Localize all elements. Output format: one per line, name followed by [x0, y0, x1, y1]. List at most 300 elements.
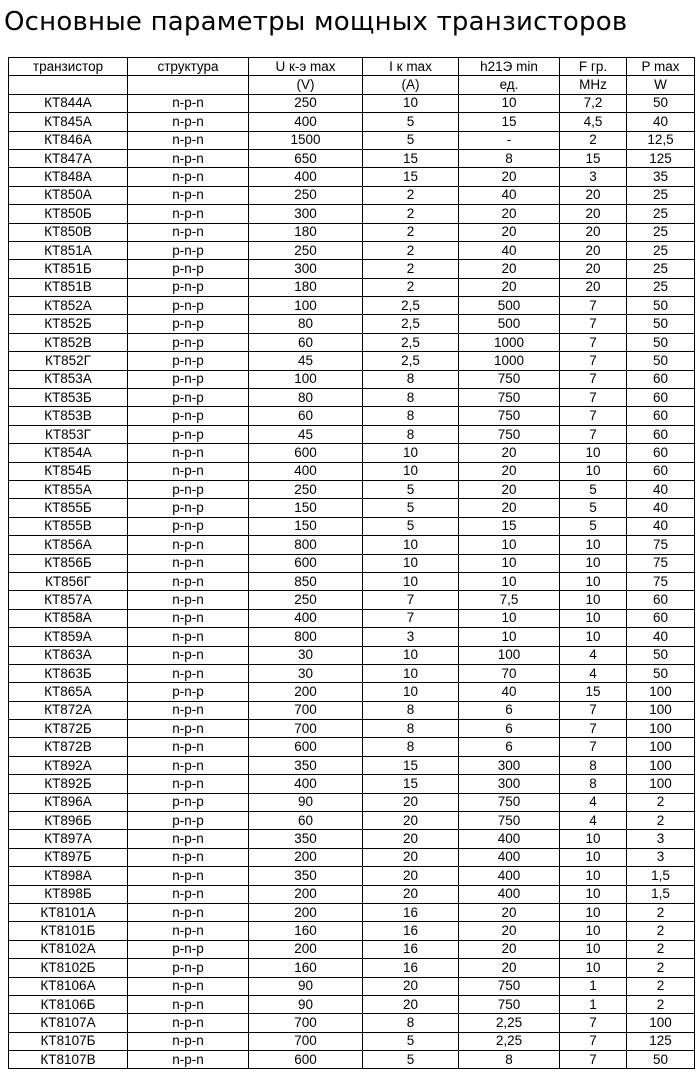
cell-frequency: 20 — [560, 186, 627, 204]
cell-frequency: 15 — [560, 683, 627, 701]
cell-current: 8 — [363, 701, 459, 719]
cell-voltage: 180 — [249, 223, 363, 241]
cell-transistor: КТ872Б — [9, 720, 128, 738]
cell-frequency: 1 — [560, 977, 627, 995]
unit-gain: ед. — [459, 76, 560, 94]
table-row — [9, 480, 695, 498]
cell-current: 10 — [363, 94, 459, 112]
cell-transistor: КТ855Б — [9, 499, 128, 517]
cell-current: 20 — [363, 848, 459, 866]
cell-gain: 400 — [459, 848, 560, 866]
cell-current: 15 — [363, 168, 459, 186]
cell-frequency: 10 — [560, 554, 627, 572]
cell-power: 40 — [627, 499, 695, 517]
cell-voltage: 250 — [249, 241, 363, 259]
cell-structure: p-n-p — [128, 940, 249, 958]
table-row — [9, 1014, 695, 1032]
cell-voltage: 400 — [249, 113, 363, 131]
cell-structure: n-p-n — [128, 977, 249, 995]
cell-gain: 40 — [459, 241, 560, 259]
cell-voltage: 80 — [249, 315, 363, 333]
cell-current: 8 — [363, 425, 459, 443]
table-row — [9, 701, 695, 719]
cell-voltage: 200 — [249, 848, 363, 866]
cell-voltage: 350 — [249, 830, 363, 848]
cell-gain: 100 — [459, 646, 560, 664]
cell-voltage: 160 — [249, 959, 363, 977]
cell-gain: 8 — [459, 149, 560, 167]
cell-frequency: 10 — [560, 536, 627, 554]
cell-frequency: 7 — [560, 1014, 627, 1032]
cell-gain: 20 — [459, 168, 560, 186]
cell-voltage: 700 — [249, 1014, 363, 1032]
table-row — [9, 260, 695, 278]
cell-transistor: КТ856Г — [9, 572, 128, 590]
cell-frequency: 3 — [560, 168, 627, 186]
cell-voltage: 600 — [249, 554, 363, 572]
table-row — [9, 186, 695, 204]
cell-transistor: КТ857А — [9, 591, 128, 609]
cell-structure: n-p-n — [128, 94, 249, 112]
cell-power: 3 — [627, 830, 695, 848]
cell-frequency: 10 — [560, 462, 627, 480]
cell-gain: 400 — [459, 885, 560, 903]
table-row — [9, 922, 695, 940]
cell-transistor: КТ853Г — [9, 425, 128, 443]
cell-voltage: 700 — [249, 1032, 363, 1050]
cell-current: 20 — [363, 995, 459, 1013]
cell-frequency: 10 — [560, 830, 627, 848]
cell-power: 25 — [627, 278, 695, 296]
cell-power: 2 — [627, 977, 695, 995]
table-row — [9, 131, 695, 149]
cell-current: 10 — [363, 572, 459, 590]
cell-voltage: 400 — [249, 609, 363, 627]
cell-frequency: 8 — [560, 775, 627, 793]
cell-current: 2,5 — [363, 352, 459, 370]
cell-gain: 10 — [459, 94, 560, 112]
cell-frequency: 10 — [560, 628, 627, 646]
cell-power: 40 — [627, 113, 695, 131]
cell-voltage: 250 — [249, 480, 363, 498]
cell-structure: n-p-n — [128, 1014, 249, 1032]
cell-transistor: КТ8106А — [9, 977, 128, 995]
cell-power: 40 — [627, 480, 695, 498]
table-row — [9, 812, 695, 830]
cell-voltage: 100 — [249, 370, 363, 388]
cell-gain: 40 — [459, 683, 560, 701]
cell-current: 10 — [363, 536, 459, 554]
cell-gain: 300 — [459, 756, 560, 774]
cell-frequency: 7 — [560, 738, 627, 756]
cell-current: 5 — [363, 1051, 459, 1069]
cell-frequency: 7 — [560, 370, 627, 388]
table-row — [9, 848, 695, 866]
cell-structure: n-p-n — [128, 113, 249, 131]
cell-frequency: 10 — [560, 903, 627, 921]
cell-voltage: 160 — [249, 922, 363, 940]
cell-power: 2 — [627, 922, 695, 940]
column-header-frequency: F гр. — [560, 58, 627, 76]
cell-current: 5 — [363, 480, 459, 498]
cell-frequency: 5 — [560, 480, 627, 498]
cell-gain: 20 — [459, 480, 560, 498]
cell-voltage: 850 — [249, 572, 363, 590]
table-row — [9, 297, 695, 315]
cell-transistor: КТ855А — [9, 480, 128, 498]
unit-power: W — [627, 76, 695, 94]
cell-structure: p-n-p — [128, 683, 249, 701]
cell-frequency: 20 — [560, 241, 627, 259]
cell-transistor: КТ898Б — [9, 885, 128, 903]
cell-structure: n-p-n — [128, 756, 249, 774]
cell-gain: 15 — [459, 113, 560, 131]
cell-gain: 750 — [459, 793, 560, 811]
cell-frequency: 5 — [560, 517, 627, 535]
cell-current: 20 — [363, 830, 459, 848]
cell-current: 2 — [363, 205, 459, 223]
cell-voltage: 180 — [249, 278, 363, 296]
table-row — [9, 223, 695, 241]
cell-voltage: 650 — [249, 149, 363, 167]
cell-current: 10 — [363, 554, 459, 572]
cell-power: 50 — [627, 352, 695, 370]
cell-gain: 20 — [459, 959, 560, 977]
cell-gain: 400 — [459, 867, 560, 885]
cell-transistor: КТ852А — [9, 297, 128, 315]
table-row — [9, 370, 695, 388]
cell-gain: 750 — [459, 370, 560, 388]
cell-voltage: 90 — [249, 793, 363, 811]
cell-transistor: КТ854Б — [9, 462, 128, 480]
cell-structure: n-p-n — [128, 628, 249, 646]
cell-transistor: КТ859А — [9, 628, 128, 646]
table-row — [9, 720, 695, 738]
cell-transistor: КТ865А — [9, 683, 128, 701]
cell-transistor: КТ8102Б — [9, 959, 128, 977]
cell-gain: 1000 — [459, 333, 560, 351]
cell-structure: n-p-n — [128, 701, 249, 719]
table-row — [9, 462, 695, 480]
cell-current: 10 — [363, 683, 459, 701]
cell-transistor: КТ8101А — [9, 903, 128, 921]
cell-current: 8 — [363, 1014, 459, 1032]
cell-frequency: 10 — [560, 959, 627, 977]
cell-current: 2,5 — [363, 297, 459, 315]
cell-power: 12,5 — [627, 131, 695, 149]
cell-frequency: 4 — [560, 664, 627, 682]
cell-frequency: 10 — [560, 867, 627, 885]
cell-current: 2 — [363, 241, 459, 259]
cell-transistor: КТ896А — [9, 793, 128, 811]
cell-gain: 750 — [459, 812, 560, 830]
table-row — [9, 628, 695, 646]
table-row — [9, 591, 695, 609]
cell-power: 2 — [627, 793, 695, 811]
table-row — [9, 830, 695, 848]
cell-structure: n-p-n — [128, 664, 249, 682]
cell-transistor: КТ854А — [9, 444, 128, 462]
cell-voltage: 100 — [249, 297, 363, 315]
cell-power: 60 — [627, 425, 695, 443]
cell-structure: n-p-n — [128, 1051, 249, 1069]
cell-current: 15 — [363, 149, 459, 167]
cell-frequency: 8 — [560, 756, 627, 774]
cell-current: 10 — [363, 462, 459, 480]
cell-voltage: 60 — [249, 812, 363, 830]
cell-frequency: 4 — [560, 793, 627, 811]
cell-transistor: КТ8107Б — [9, 1032, 128, 1050]
cell-gain: 20 — [459, 444, 560, 462]
cell-frequency: 7 — [560, 720, 627, 738]
cell-structure: n-p-n — [128, 205, 249, 223]
cell-power: 100 — [627, 701, 695, 719]
cell-gain: - — [459, 131, 560, 149]
cell-structure: p-n-p — [128, 278, 249, 296]
cell-frequency: 2 — [560, 131, 627, 149]
cell-current: 5 — [363, 113, 459, 131]
table-row — [9, 646, 695, 664]
cell-current: 8 — [363, 738, 459, 756]
cell-structure: p-n-p — [128, 812, 249, 830]
cell-voltage: 800 — [249, 628, 363, 646]
page-title: Основные параметры мощных транзисторов — [4, 7, 628, 37]
cell-frequency: 4 — [560, 812, 627, 830]
table-units-row — [9, 76, 695, 94]
cell-transistor: КТ852В — [9, 333, 128, 351]
cell-current: 5 — [363, 517, 459, 535]
cell-power: 25 — [627, 205, 695, 223]
cell-structure: n-p-n — [128, 609, 249, 627]
table-row — [9, 885, 695, 903]
cell-voltage: 30 — [249, 664, 363, 682]
cell-current: 5 — [363, 1032, 459, 1050]
cell-transistor: КТ845А — [9, 113, 128, 131]
cell-voltage: 80 — [249, 389, 363, 407]
cell-current: 16 — [363, 922, 459, 940]
cell-structure: p-n-p — [128, 260, 249, 278]
cell-voltage: 250 — [249, 591, 363, 609]
cell-structure: n-p-n — [128, 720, 249, 738]
cell-transistor: КТ847А — [9, 149, 128, 167]
cell-power: 1,5 — [627, 867, 695, 885]
cell-structure: n-p-n — [128, 867, 249, 885]
cell-current: 16 — [363, 940, 459, 958]
cell-current: 2,5 — [363, 333, 459, 351]
cell-current: 8 — [363, 720, 459, 738]
cell-gain: 500 — [459, 297, 560, 315]
table-row — [9, 205, 695, 223]
cell-transistor: КТ892А — [9, 756, 128, 774]
cell-voltage: 250 — [249, 94, 363, 112]
cell-structure: p-n-p — [128, 370, 249, 388]
cell-voltage: 150 — [249, 499, 363, 517]
cell-power: 40 — [627, 628, 695, 646]
cell-structure: p-n-p — [128, 480, 249, 498]
cell-structure: n-p-n — [128, 775, 249, 793]
table-row — [9, 793, 695, 811]
cell-voltage: 250 — [249, 186, 363, 204]
cell-voltage: 45 — [249, 352, 363, 370]
cell-current: 16 — [363, 959, 459, 977]
cell-power: 100 — [627, 720, 695, 738]
cell-power: 50 — [627, 333, 695, 351]
cell-voltage: 30 — [249, 646, 363, 664]
cell-power: 50 — [627, 297, 695, 315]
cell-power: 125 — [627, 1032, 695, 1050]
cell-gain: 1000 — [459, 352, 560, 370]
cell-current: 20 — [363, 812, 459, 830]
cell-structure: n-p-n — [128, 572, 249, 590]
cell-voltage: 400 — [249, 168, 363, 186]
cell-power: 60 — [627, 407, 695, 425]
cell-gain: 10 — [459, 628, 560, 646]
cell-frequency: 15 — [560, 149, 627, 167]
cell-power: 25 — [627, 186, 695, 204]
cell-power: 25 — [627, 223, 695, 241]
cell-transistor: КТ851А — [9, 241, 128, 259]
cell-power: 50 — [627, 315, 695, 333]
cell-current: 8 — [363, 370, 459, 388]
cell-structure: n-p-n — [128, 554, 249, 572]
cell-voltage: 60 — [249, 333, 363, 351]
cell-gain: 20 — [459, 205, 560, 223]
cell-transistor: КТ856А — [9, 536, 128, 554]
cell-voltage: 200 — [249, 683, 363, 701]
cell-current: 10 — [363, 664, 459, 682]
cell-current: 15 — [363, 756, 459, 774]
cell-power: 100 — [627, 738, 695, 756]
cell-structure: n-p-n — [128, 1032, 249, 1050]
cell-power: 60 — [627, 444, 695, 462]
cell-transistor: КТ853В — [9, 407, 128, 425]
cell-frequency: 4 — [560, 646, 627, 664]
cell-transistor: КТ844А — [9, 94, 128, 112]
cell-transistor: КТ8106Б — [9, 995, 128, 1013]
cell-frequency: 20 — [560, 260, 627, 278]
cell-power: 60 — [627, 609, 695, 627]
cell-voltage: 400 — [249, 462, 363, 480]
cell-current: 3 — [363, 628, 459, 646]
cell-voltage: 800 — [249, 536, 363, 554]
cell-power: 125 — [627, 149, 695, 167]
table-row — [9, 499, 695, 517]
table-row — [9, 149, 695, 167]
cell-power: 75 — [627, 554, 695, 572]
cell-gain: 750 — [459, 977, 560, 995]
cell-frequency: 7,2 — [560, 94, 627, 112]
cell-transistor: КТ853А — [9, 370, 128, 388]
cell-transistor: КТ863А — [9, 646, 128, 664]
table-row — [9, 315, 695, 333]
cell-structure: n-p-n — [128, 444, 249, 462]
cell-voltage: 200 — [249, 885, 363, 903]
cell-power: 100 — [627, 683, 695, 701]
cell-gain: 750 — [459, 995, 560, 1013]
cell-gain: 10 — [459, 572, 560, 590]
cell-current: 5 — [363, 131, 459, 149]
cell-voltage: 700 — [249, 701, 363, 719]
cell-transistor: КТ8107В — [9, 1051, 128, 1069]
table-row — [9, 407, 695, 425]
table-row — [9, 352, 695, 370]
cell-voltage: 200 — [249, 903, 363, 921]
transistor-parameters-table — [8, 57, 695, 1069]
cell-gain: 500 — [459, 315, 560, 333]
table-row — [9, 867, 695, 885]
cell-structure: p-n-p — [128, 959, 249, 977]
cell-transistor: КТ896Б — [9, 812, 128, 830]
cell-structure: n-p-n — [128, 131, 249, 149]
unit-current: (A) — [363, 76, 459, 94]
cell-structure: p-n-p — [128, 297, 249, 315]
cell-structure: p-n-p — [128, 352, 249, 370]
cell-current: 5 — [363, 499, 459, 517]
cell-transistor: КТ855В — [9, 517, 128, 535]
cell-frequency: 7 — [560, 333, 627, 351]
cell-structure: p-n-p — [128, 517, 249, 535]
cell-transistor: КТ851В — [9, 278, 128, 296]
cell-structure: p-n-p — [128, 315, 249, 333]
cell-power: 75 — [627, 536, 695, 554]
cell-transistor: КТ851Б — [9, 260, 128, 278]
cell-structure: p-n-p — [128, 793, 249, 811]
cell-frequency: 10 — [560, 609, 627, 627]
table-row — [9, 517, 695, 535]
cell-gain: 70 — [459, 664, 560, 682]
cell-current: 20 — [363, 977, 459, 995]
cell-structure: n-p-n — [128, 591, 249, 609]
table-row — [9, 389, 695, 407]
cell-power: 60 — [627, 591, 695, 609]
column-header-power: P max — [627, 58, 695, 76]
cell-voltage: 60 — [249, 407, 363, 425]
cell-power: 2 — [627, 903, 695, 921]
cell-gain: 20 — [459, 223, 560, 241]
column-header-structure: структура — [128, 58, 249, 76]
cell-transistor: КТ892Б — [9, 775, 128, 793]
cell-transistor: КТ8102А — [9, 940, 128, 958]
cell-structure: n-p-n — [128, 738, 249, 756]
table-row — [9, 113, 695, 131]
cell-current: 2 — [363, 260, 459, 278]
table-row — [9, 536, 695, 554]
cell-gain: 6 — [459, 720, 560, 738]
cell-voltage: 45 — [249, 425, 363, 443]
table-row — [9, 554, 695, 572]
cell-current: 8 — [363, 389, 459, 407]
cell-transistor: КТ897А — [9, 830, 128, 848]
cell-frequency: 10 — [560, 922, 627, 940]
cell-gain: 750 — [459, 407, 560, 425]
cell-current: 7 — [363, 609, 459, 627]
cell-power: 35 — [627, 168, 695, 186]
table-row — [9, 1051, 695, 1069]
unit-voltage: (V) — [249, 76, 363, 94]
cell-gain: 20 — [459, 260, 560, 278]
cell-gain: 20 — [459, 499, 560, 517]
cell-transistor: КТ858А — [9, 609, 128, 627]
cell-voltage: 300 — [249, 260, 363, 278]
cell-current: 7 — [363, 591, 459, 609]
table-row — [9, 903, 695, 921]
cell-structure: n-p-n — [128, 885, 249, 903]
cell-power: 100 — [627, 756, 695, 774]
cell-transistor: КТ848А — [9, 168, 128, 186]
cell-structure: n-p-n — [128, 223, 249, 241]
cell-gain: 10 — [459, 609, 560, 627]
cell-current: 10 — [363, 444, 459, 462]
